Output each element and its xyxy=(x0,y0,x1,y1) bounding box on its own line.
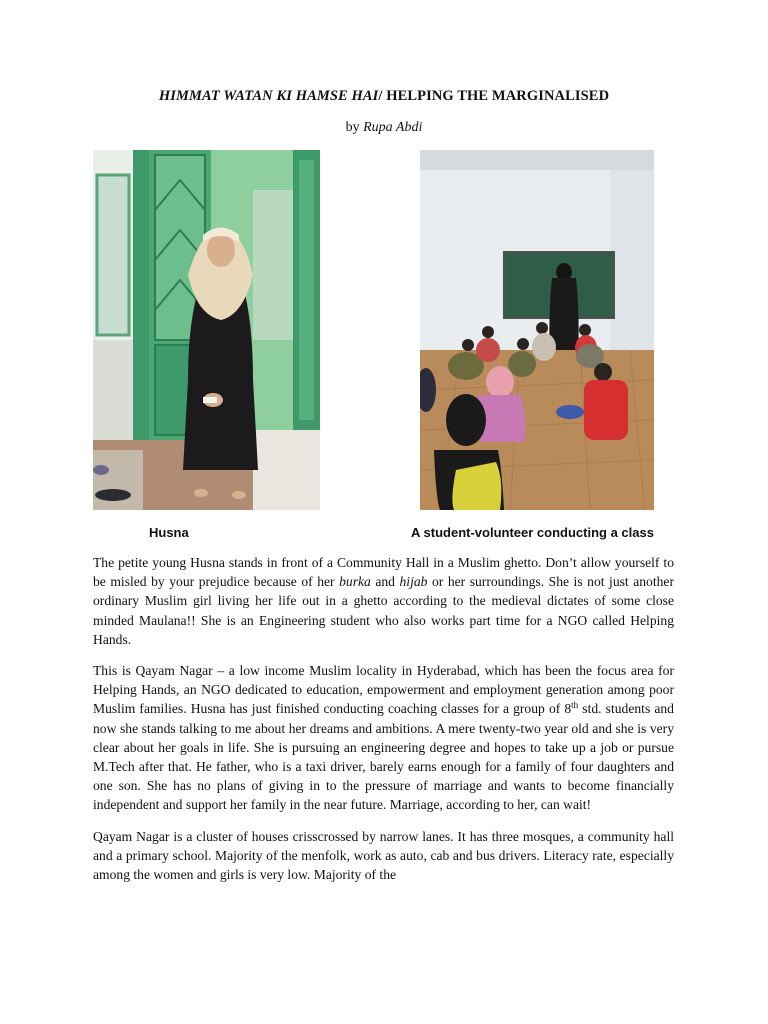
husna-photo xyxy=(93,150,320,510)
paragraph-1 xyxy=(93,553,674,649)
byline xyxy=(0,120,768,136)
paragraph-2 xyxy=(93,661,674,815)
caption-class: A student-volunteer conducting a class xyxy=(411,525,654,540)
article-title xyxy=(0,88,768,105)
p2-text-b: std. students and now she stands talking to me about her dreams and ambitions. A mere twenty-two year old and she is very clear about her goals in life. She is pursuing an engineering degree and hopes to take up a job or pursue M.Tech after that. He father, who is a taxi driver, barely earns enough for a family of four daughters and one son. She has no plans of giving in to the pressure of marriage and wants to become financially independent and support her family in the near future. Marriage, according to her, can wait! xyxy=(93,701,674,813)
p1-text-a: The petite young Husna stands in front of a Community Hall in a Muslim ghetto. Don’t allow yourself to be misled by your prejudice because of her xyxy=(93,555,674,590)
author-name: Rupa Abdi xyxy=(363,120,423,135)
caption-husna: Husna xyxy=(149,525,189,540)
paragraph-3: Qayam Nagar is a cluster of houses crisscrossed by narrow lanes. It has three mosques, a community hall and a primary school. Majority of the menfolk, work as auto, cab and bus drivers. Literacy rate, especially among the women and girls is very low. Majority of the xyxy=(93,828,674,883)
p1-and: and xyxy=(370,574,400,590)
p1-text-b: or her surroundings. She is not just another ordinary Muslim girl living her life out in a ghetto according to the medieval dictates of some close minded Maulana!! She is an Engineering student who also works part time for a NGO called Helping Hands. xyxy=(93,574,674,647)
article-body xyxy=(93,553,674,885)
class-photo-image xyxy=(420,150,654,510)
p2-text-a: This is Qayam Nagar – a low income Muslim locality in Hyderabad, which has been the focus area for Helping Hands, an NGO dedicated to education, empowerment and employment generation among poor Muslim families. Husna has just finished conducting coaching classes for a group of 8 xyxy=(93,663,674,717)
byline-prefix: by xyxy=(345,120,364,135)
husna-photo-image xyxy=(93,150,320,510)
p2-superscript: th xyxy=(571,700,579,711)
p1-hijab: hijab xyxy=(399,574,428,590)
title-italic-part: HIMMAT WATAN KI HAMSE HAI xyxy=(158,88,379,104)
p1-burka: burka xyxy=(339,574,371,590)
class-photo xyxy=(420,150,654,510)
title-rest: / HELPING THE MARGINALISED xyxy=(378,88,610,104)
